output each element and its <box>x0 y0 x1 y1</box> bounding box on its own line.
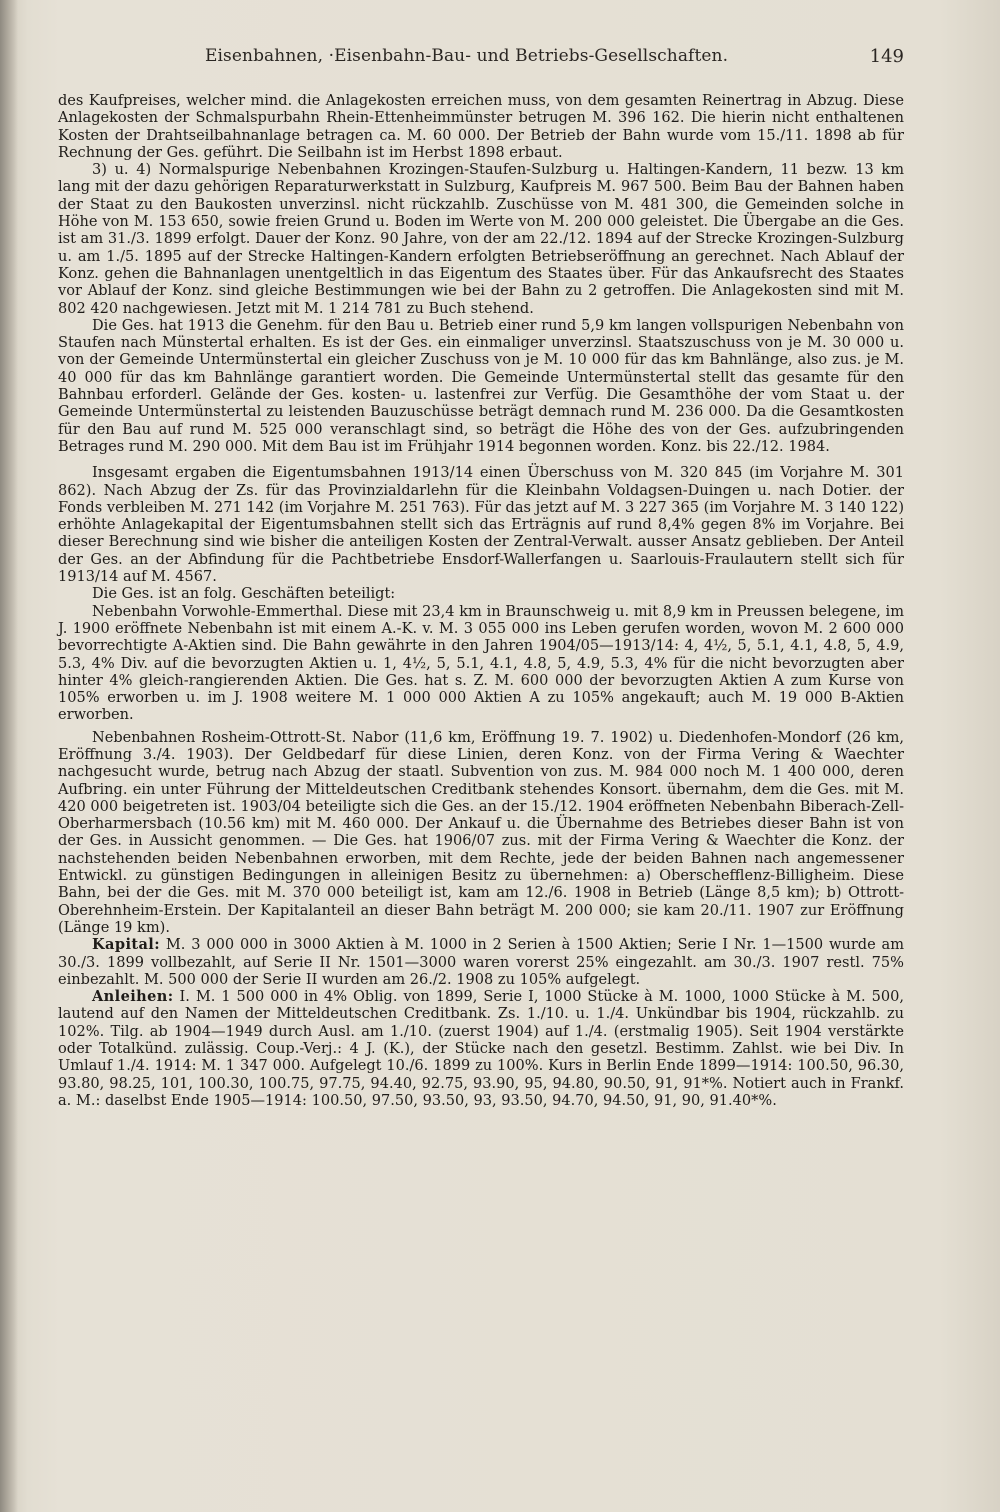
paragraph-beteiligungen-intro: Die Ges. ist an folg. Geschäften beteiligt: <box>92 585 396 603</box>
header-title: Eisenbahnen, ·Eisenbahn-Bau- und Betriebs-Gesellschaften. <box>205 46 729 66</box>
kapital-text: M. 3 000 000 in 3000 Aktien à M. 1000 in 2 Serien à 1500 Aktien; Serie I Nr. 1—1500 wurde am 30./3. 1899 vollbezahlt, auf Serie II Nr. 1501—3000 waren vorerst 25% eingezahlt. am 30./3. 1907 restl. 75% einbezahlt. M. 500 000 der Serie II wurden am 26./2. 1908 zu 105% aufgelegt. <box>58 936 905 988</box>
running-header <box>0 46 1000 72</box>
anleihen-label: Anleihen: <box>92 988 174 1006</box>
paragraph-kapital <box>58 936 904 988</box>
anleihen-text: I. M. 1 500 000 in 4% Oblig. von 1899, Serie I, 1000 Stücke à M. 1000, 1000 Stücke à M. 500, lautend auf den Namen der Mitteldeutschen Creditbank. Zs. 1./10. u. 1./4. Unkündbar bis 1904, rückzahlb. zu 102%. Tilg. ab 1904—1949 durch Ausl. am 1./10. (zuerst 1904) auf 1./4. (erstmalig 1905). Seit 1904 verstärkte oder Totalkünd. zulässig. Coup.-Verj.: 4 J. (K.), der Stücke nach den gesetzl. Bestimm. Zahlst. wie bei Div. In Umlauf 1./4. 1914: M. 1 347 000. Aufgelegt 10./6. 1899 zu 100%. Kurs in Berlin Ende 1899—1914: 100.50, 96.30, 93.80, 98.25, 101, 100.30, 100.75, 97.75, 94.40, 92.75, 93.90, 95, 94.80, 90.50, 91, 91*%. Notiert auch in Frankf. a. M.: daselbst Ende 1905—1914: 100.50, 97.50, 93.50, 93, 93.50, 94.70, 94.50, 91, 90, 91.40*%. <box>58 988 905 1109</box>
paragraph-rosheim-ottrott: Nebenbahnen Rosheim-Ottrott-St. Nabor (11,6 km, Eröffnung 19. 7. 1902) u. Diedenhofen-Mondorf (26 km, Eröffnung 3./4. 1903). Der Geldbedarf für diese Linien, deren Konz. von der Firma Vering & Waechter nachgesucht wurde, betrug nach Abzug der staatl. Subvention von zus. M. 984 000 noch M. 1 400 000, deren Aufbring. ein unter Führung der Mitteldeutschen Creditbank stehendes Konsort. übernahm, dem die Ges. mit M. 420 000 beigetreten ist. 1903/04 beteiligte sich die Ges. an der 15./12. 1904 eröffneten Nebenbahn Biberach-Zell-Oberharmersbach (10.56 km) mit M. 460 000. Der Ankauf u. die Übernahme des Betriebes dieser Bahn ist von der Ges. in Aussicht genommen. — Die Ges. hat 1906/07 zus. mit der Firma Vering & Waechter die Konz. der nachstehenden beiden Nebenbahnen erworben, mit dem Rechte, jede der beiden Bahnen nach angemessener Entwickl. zu günstigen Bedingungen in alleinigen Besitz zu übernehmen: a) Oberschefflenz-Billigheim. Diese Bahn, bei der die Ges. mit M. 370 000 beteiligt ist, kam am 12./6. 1908 in Betrieb (Länge 8,5 km); b) Ottrott-Oberehnheim-Erstein. Der Kapitalanteil an dieser Bahn beträgt M. 200 000; sie kam 20./11. 1907 zur Eröffnung (Länge 19 km). <box>58 728 904 936</box>
paragraph-nebenbahnen-krozingen: 3) u. 4) Normalspurige Nebenbahnen Krozingen-Staufen-Sulzburg u. Haltingen-Kandern, 11 bezw. 13 km lang mit der dazu gehörigen Reparaturwerkstatt in Sulzburg, Kaufpreis M. 967 500. Beim Bau der Bahnen haben der Staat zu den Baukosten unverzinsl. nicht rückzahlb. Zuschüsse von M. 481 300, die Gemeinden solche in Höhe von M. 153 650, sowie freien Grund u. Boden im Werte von M. 200 000 geleistet. Die Übergabe an die Ges. ist am 31./3. 1899 erfolgt. Dauer der Konz. 90 Jahre, von der am 22./12. 1894 auf der Strecke Krozingen-Sulzburg u. am 1./5. 1895 auf der Strecke Haltingen-Kandern erfolgten Betriebseröffnung an gerechnet. Nach Ablauf der Konz. gehen die Bahnanlagen unentgeltlich in das Eigentum des Staates über. Für das Ankaufsrecht des Staates vor Ablauf der Konz. sind gleiche Bestimmungen wie bei der Bahn zu 2 getroffen. Die Anlagekosten sind mit M. 802 420 nachgewiesen. Jetzt mit M. 1 214 781 zu Buch stehend. <box>58 161 904 317</box>
book-spine-shadow <box>0 0 18 1512</box>
paragraph-vorwohle-emmerthal: Nebenbahn Vorwohle-Emmerthal. Diese mit 23,4 km in Braunschweig u. mit 8,9 km in Preussen belegene, im J. 1900 eröffnete Nebenbahn ist mit einem A.-K. v. M. 3 055 000 ins Leben gerufen worden, wovon M. 2 600 000 bevorrechtigte A-Aktien sind. Die Bahn gewährte in den Jahren 1904/05—1913/14: 4, 4½, 5, 5.1, 4.1, 4.8, 5, 4.9, 5.3, 4% Div. auf die bevorzugten Aktien u. 1, 4½, 5, 5.1, 4.1, 4.8, 5, 4.9, 5.3, 4% für die nicht bevorzugten aber hinter 4% gleich-rangierenden Aktien. Die Ges. hat s. Z. M. 600 000 der bevorzugten Aktien A zum Kurse von 105% erworben u. im J. 1908 weitere M. 1 000 000 Aktien A zu 105% angekauft; auch M. 19 000 B-Aktien erworben. <box>58 602 904 724</box>
paragraph-kaufpreis: des Kaufpreises, welcher mind. die Anlagekosten erreichen muss, von dem gesamten Reinertrag in Abzug. Diese Anlagekosten der Schmalspurbahn Rhein-Ettenheimmünster betrugen M. 396 162. Die hierin nicht enthaltenen Kosten der Drahtseilbahnanlage betragen ca. M. 60 000. Der Betrieb der Bahn wurde vom 15./11. 1898 ab für Rechnung der Ges. geführt. Die Seilbahn ist im Herbst 1898 erbaut. <box>58 92 904 161</box>
page-number: 149 <box>869 46 904 67</box>
kapital-label: Kapital: <box>92 936 161 954</box>
paragraph-muenstertal: Die Ges. hat 1913 die Genehm. für den Bau u. Betrieb einer rund 5,9 km langen vollspurigen Nebenbahn von Staufen nach Münstertal erhalten. Es ist der Ges. ein einmaliger unverzinsl. Staatszuschuss von je M. 30 000 u. von der Gemeinde Untermünstertal ein gleicher Zuschuss von je M. 10 000 für das km Bahnlänge, also zus. je M. 40 000 für das km Bahnlänge garantiert worden. Die Gemeinde Untermünstertal stellt das gesamte für den Bahnbau erforderl. Gelände der Ges. kosten- u. lastenfrei zur Verfüg. Die Gesamthöhe der vom Staat u. der Gemeinde Untermünstertal zu leistenden Bauzuschüsse beträgt demnach rund M. 236 000. Da die Gesamtkosten für den Bau auf rund M. 525 000 veranschlagt sind, so beträgt die Höhe des von der Ges. aufzubringenden Betrages rund M. 290 000. Mit dem Bau ist im Frühjahr 1914 begonnen worden. Konz. bis 22./12. 1984. <box>58 316 904 455</box>
paragraph-anleihen <box>58 988 904 1109</box>
paragraph-eigentumsbahnen: Insgesamt ergaben die Eigentumsbahnen 1913/14 einen Überschuss von M. 320 845 (im Vorjahre M. 301 862). Nach Abzug der Zs. für das Provinzialdarlehn für die Kleinbahn Voldagsen-Duingen u. nach Dotier. der Fonds verbleiben M. 271 142 (im Vorjahre M. 251 763). Für das jetzt auf M. 3 227 365 (im Vorjahre M. 3 140 122) erhöhte Anlagekapital der Eigentumsbahnen stellt sich das Erträgnis auf rund 8,4% gegen 8% im Vorjahre. Bei dieser Berechnung sind wie bisher die anteiligen Kosten der Zentral-Verwalt. ausser Ansatz geblieben. Der Anteil der Ges. an der Abfindung für die Pachtbetriebe Ensdorf-Wallerfangen u. Saarlouis-Fraulautern stellt sich für 1913/14 auf M. 4567. <box>58 464 904 586</box>
body-text <box>58 92 904 1109</box>
